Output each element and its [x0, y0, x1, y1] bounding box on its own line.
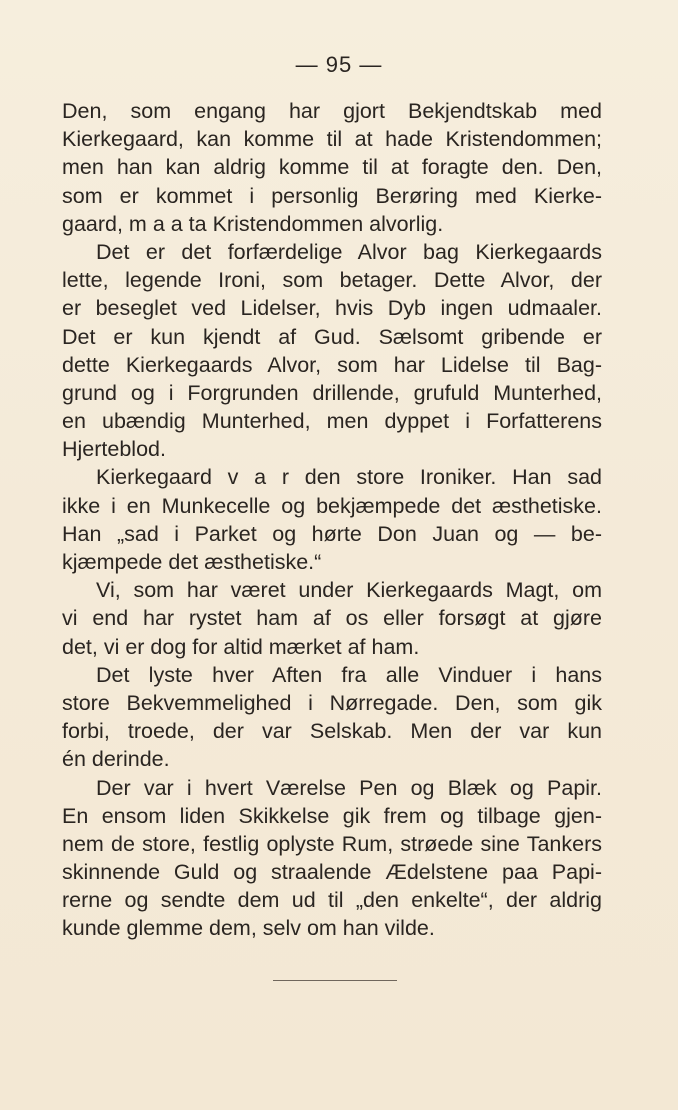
- text-line: gaard, m a a ta Kristendommen alvorlig.: [62, 211, 444, 236]
- text-line: kjæmpede det æsthetiske.“: [62, 550, 322, 574]
- text-line: lette, legende Ironi, som betager. Dette Alvor, der: [62, 268, 602, 293]
- text-line: én derinde.: [62, 747, 170, 772]
- text-line: men han kan aldrig komme til at foragte den. Den,: [62, 155, 602, 180]
- text-line: en ubændig Munterhed, men dyppet i Forfatterens: [62, 409, 602, 434]
- text-line: kunde glemme dem, selv om han vilde.: [62, 916, 435, 941]
- text-line: rerne og sendte dem ud til „den enkelte“, der aldrig: [62, 888, 602, 913]
- text-line: Vi, som har været under Kierkegaards Magt, om: [96, 578, 602, 603]
- text-line: Kierkegaard, kan komme til at hade Kristendommen;: [62, 127, 602, 152]
- body-text: [62, 97, 602, 943]
- text-line: En ensom liden Skikkelse gik frem og tilbage gjen-: [62, 803, 602, 828]
- text-line: skinnende Guld og straalende Ædelstene paa Papi-: [62, 860, 602, 885]
- text-line: er beseglet ved Lidelser, hvis Dyb ingen udmaaler.: [62, 296, 602, 321]
- text-line: Han „sad i Parket og hørte Don Juan og — be-: [62, 521, 602, 546]
- text-line: Det lyste hver Aften fra alle Vinduer i hans: [96, 662, 602, 687]
- text-line: Kierkegaard v a r den store Ironiker. Han sad: [96, 465, 602, 490]
- text-line: store Bekvemmelighed i Nørregade. Den, som gik: [62, 690, 602, 715]
- text-line: Hjerteblod.: [62, 437, 166, 462]
- text-line: vi end har rystet ham af os eller forsøgt at gjøre: [62, 606, 602, 631]
- text-line: forbi, troede, der var Selskab. Men der var kun: [62, 719, 602, 744]
- text-line: Det er det forfærdelige Alvor bag Kierkegaards: [96, 239, 602, 264]
- text-line: dette Kierkegaards Alvor, som har Lidelse til Bag-: [62, 352, 602, 377]
- text-line: det, vi er dog for altid mærket af ham.: [62, 634, 420, 659]
- footer-rule: [273, 980, 397, 981]
- text-line: Det er kun kjendt af Gud. Sælsomt gribende er: [62, 324, 602, 349]
- text-line: som er kommet i personlig Berøring med Kierke-: [62, 183, 602, 208]
- text-line: Den, som engang har gjort Bekjendtskab med: [62, 99, 602, 123]
- text-line: nem de store, festlig oplyste Rum, strøede sine Tankers: [62, 831, 602, 856]
- text-line: Der var i hvert Værelse Pen og Blæk og Papir.: [96, 775, 602, 800]
- page-number: — 95 —: [295, 52, 383, 77]
- text-line: grund og i Forgrunden drillende, grufuld Munterhed,: [62, 380, 602, 405]
- text-line: ikke i en Munkecelle og bekjæmpede det æsthetiske.: [62, 493, 602, 518]
